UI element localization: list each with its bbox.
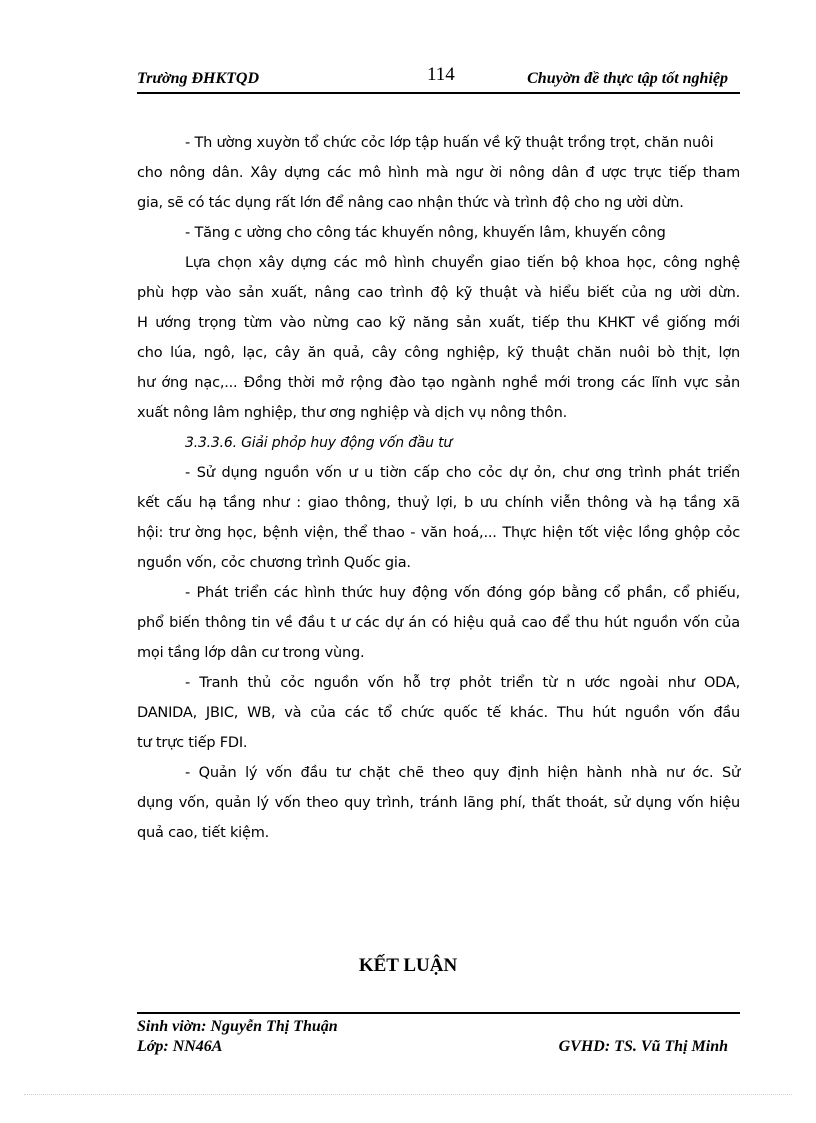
paragraph-line: xuất nông lâm nghiệp, thư ơng nghiệp và dịch vụ nông thôn. — [137, 405, 567, 421]
paragraph-line: - Sử dụng nguồn vốn ư u tiờn cấp cho cỏc dự ỏn, chư ơng trình phát triển — [185, 465, 740, 481]
paragraph-line: cho lúa, ngô, lạc, cây ăn quả, cây công nghiệp, kỹ thuật chăn nuôi bò thịt, lợn — [137, 345, 740, 361]
paragraph-line: quả cao, tiết kiệm. — [137, 825, 270, 841]
page-header — [137, 64, 740, 94]
paragraph-line: phù hợp vào sản xuất, nâng cao trình độ kỹ thuật và hiểu biết của ng ười dừn. — [137, 285, 740, 301]
paragraph-line: hư ớng nạc,... Đồng thời mở rộng đào tạo ngành nghề mới trong các lĩnh vực sản — [137, 375, 740, 391]
body-text — [137, 128, 740, 848]
paragraph-line: cho nông dân. Xây dựng các mô hình mà ngư ời nông dân đ ược trực tiếp tham — [137, 165, 740, 181]
header-document-type: Chuyờn đề thực tập tốt nghiệp — [527, 70, 728, 87]
paragraph-line: mọi tầng lớp dân cư trong vùng. — [137, 645, 365, 661]
paragraph-line: - Quản lý vốn đầu tư chặt chẽ theo quy định hiện hành nhà nư ớc. Sử — [185, 765, 740, 781]
paragraph-line: - Th ường xuyờn tổ chức cỏc lớp tập huấn về kỹ thuật trồng trọt, chăn nuôi — [185, 135, 714, 151]
paragraph-line: DANIDA, JBIC, WB, và của các tổ chức quốc tế khác. Thu hút nguồn vốn đầu — [137, 705, 740, 721]
paragraph-line: hội: trư ờng học, bệnh viện, thể thao - văn hoá,... Thực hiện tốt việc lồng ghộp cỏc — [137, 525, 740, 541]
conclusion-heading: KẾT LUẬN — [358, 955, 458, 976]
paragraph-line: - Tăng c ường cho công tác khuyến nông, khuyến lâm, khuyến công — [185, 225, 666, 241]
paragraph-line: phổ biến thông tin về đầu t ư các dự án có hiệu quả cao để thu hút nguồn vốn của — [137, 615, 740, 631]
page-footer — [137, 1012, 740, 1055]
footer-class: Lớp: NN46A — [137, 1038, 223, 1055]
header-university: Trường ĐHKTQD — [137, 70, 260, 87]
paragraph-line: Lựa chọn xây dựng các mô hình chuyển giao tiến bộ khoa học, công nghệ — [185, 255, 740, 271]
paragraph-line: tư trực tiếp FDI. — [137, 735, 248, 751]
page-edge-divider — [24, 1094, 792, 1095]
paragraph-line: dụng vốn, quản lý vốn theo quy trình, tránh lãng phí, thất thoát, sử dụng vốn hiệu — [137, 795, 740, 811]
paragraph-line: - Tranh thủ cỏc nguồn vốn hỗ trợ phỏt triển từ n ước ngoài như ODA, — [185, 675, 740, 691]
section-heading: 3.3.3.6. Giải phỏp huy động vốn đầu tư — [185, 435, 453, 451]
paragraph-line: nguồn vốn, cỏc chương trình Quốc gia. — [137, 555, 411, 571]
paragraph-line: gia, sẽ có tác dụng rất lớn để nâng cao nhận thức và trình độ cho ng ười dừn. — [137, 195, 684, 211]
paragraph-line: H ướng trọng từm vào nừng cao kỹ năng sản xuất, tiếp thu KHKT về giống mới — [137, 315, 740, 331]
paragraph-line: kết cấu hạ tầng như : giao thông, thuỷ lợi, b ưu chính viễn thông và hạ tầng xã — [137, 495, 740, 511]
paragraph-line: - Phát triển các hình thức huy động vốn đóng góp bằng cổ phần, cổ phiếu, — [185, 585, 740, 601]
page-number: 114 — [427, 64, 455, 85]
footer-student-name: Sinh viờn: Nguyễn Thị Thuận — [137, 1018, 338, 1035]
footer-advisor: GVHD: TS. Vũ Thị Minh — [558, 1038, 728, 1055]
